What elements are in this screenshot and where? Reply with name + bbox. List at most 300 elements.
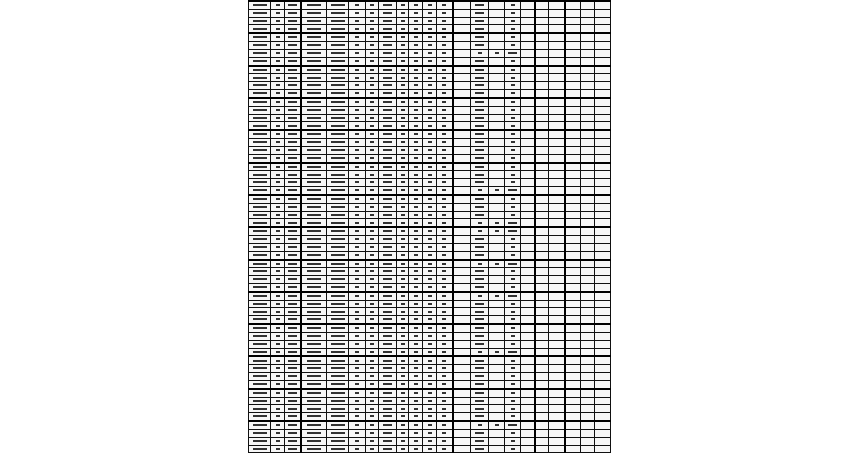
table-cell <box>423 203 437 211</box>
table-cell <box>409 130 423 138</box>
cell-text <box>383 12 392 14</box>
table-row <box>249 276 611 284</box>
cell-text <box>414 415 418 417</box>
cell-text <box>331 295 345 297</box>
table-cell <box>595 405 611 413</box>
table-cell <box>565 25 581 33</box>
cell-text <box>253 238 267 240</box>
cell-text <box>428 189 432 191</box>
cell-text <box>331 238 345 240</box>
table-cell <box>327 405 349 413</box>
cell-text <box>511 286 515 288</box>
table-cell <box>379 74 397 82</box>
table-cell <box>423 292 437 300</box>
table-cell <box>409 260 423 268</box>
table-cell <box>285 236 301 244</box>
table-cell <box>521 57 535 65</box>
table-cell <box>301 122 327 130</box>
table-row <box>249 187 611 195</box>
cell-text <box>288 60 297 62</box>
table-cell <box>549 365 565 373</box>
table-cell <box>379 445 397 453</box>
cell-text <box>276 222 280 224</box>
table-cell <box>595 251 611 259</box>
table-cell <box>521 114 535 122</box>
table-cell <box>249 25 271 33</box>
table-cell <box>535 98 549 106</box>
table-cell <box>271 1 285 9</box>
table-cell <box>366 25 379 33</box>
table-cell <box>453 49 471 57</box>
table-cell <box>423 130 437 138</box>
table-cell <box>327 57 349 65</box>
table-cell <box>249 348 271 356</box>
table-cell <box>285 146 301 154</box>
table-cell <box>327 219 349 227</box>
table-cell <box>505 211 521 219</box>
table-cell <box>379 389 397 397</box>
table-cell <box>505 114 521 122</box>
cell-text <box>253 206 267 208</box>
cell-text <box>442 52 446 54</box>
table-cell <box>301 389 327 397</box>
table-cell <box>409 348 423 356</box>
table-cell <box>595 413 611 421</box>
table-cell <box>505 57 521 65</box>
table-cell <box>521 348 535 356</box>
cell-text <box>355 440 359 442</box>
table-cell <box>581 106 595 114</box>
cell-text <box>331 84 345 86</box>
table-cell <box>366 380 379 388</box>
table-cell <box>409 405 423 413</box>
table-cell <box>489 332 505 340</box>
table-cell <box>349 300 366 308</box>
table-cell <box>285 9 301 17</box>
table-cell <box>505 219 521 227</box>
table-cell <box>595 389 611 397</box>
table-cell <box>349 49 366 57</box>
table-row <box>249 98 611 106</box>
cell-text <box>307 44 321 46</box>
cell-text <box>442 367 446 369</box>
table-cell <box>366 57 379 65</box>
table-cell <box>301 340 327 348</box>
table-row <box>249 1 611 9</box>
table-cell <box>581 122 595 130</box>
table-cell <box>437 276 453 284</box>
cell-text <box>276 295 280 297</box>
table-cell <box>535 57 549 65</box>
table-cell <box>423 421 437 429</box>
cell-text <box>253 92 267 94</box>
cell-text <box>370 60 374 62</box>
table-cell <box>366 365 379 373</box>
table-cell <box>327 276 349 284</box>
cell-text <box>401 149 405 151</box>
table-cell <box>349 114 366 122</box>
cell-text <box>370 69 374 71</box>
cell-text <box>428 367 432 369</box>
table-cell <box>595 195 611 203</box>
cell-text <box>401 36 405 38</box>
table-cell <box>453 429 471 437</box>
cell-text <box>442 408 446 410</box>
cell-text <box>383 440 392 442</box>
table-cell <box>581 429 595 437</box>
table-cell <box>437 74 453 82</box>
cell-text <box>331 189 345 191</box>
table-cell <box>521 445 535 453</box>
cell-text <box>511 448 515 450</box>
cell-text <box>331 311 345 313</box>
table-cell <box>249 98 271 106</box>
table-cell <box>379 324 397 332</box>
table-cell <box>409 292 423 300</box>
table-cell <box>366 82 379 90</box>
table-cell <box>366 227 379 235</box>
cell-text <box>253 44 267 46</box>
table-cell <box>565 324 581 332</box>
cell-text <box>355 77 359 79</box>
table-row <box>249 365 611 373</box>
cell-text <box>383 327 392 329</box>
cell-text <box>511 77 515 79</box>
cell-text <box>253 311 267 313</box>
table-cell <box>453 340 471 348</box>
table-cell <box>453 365 471 373</box>
table-cell <box>285 332 301 340</box>
cell-text <box>276 133 280 135</box>
table-cell <box>549 283 565 291</box>
cell-text <box>307 20 321 22</box>
cell-text <box>414 149 418 151</box>
cell-text <box>370 214 374 216</box>
table-cell <box>489 365 505 373</box>
table-cell <box>409 251 423 259</box>
table-cell <box>349 179 366 187</box>
table-cell <box>249 42 271 50</box>
cell-text <box>307 28 321 30</box>
table-cell <box>379 276 397 284</box>
cell-text <box>495 189 499 191</box>
table-cell <box>535 179 549 187</box>
table-cell <box>471 413 489 421</box>
cell-text <box>478 189 482 191</box>
table-cell <box>581 243 595 251</box>
table-cell <box>595 219 611 227</box>
table-cell <box>471 276 489 284</box>
cell-text <box>370 295 374 297</box>
table-cell <box>271 49 285 57</box>
table-cell <box>581 74 595 82</box>
cell-text <box>511 4 515 6</box>
cell-text <box>253 36 267 38</box>
cell-text <box>370 141 374 143</box>
cell-text <box>288 117 297 119</box>
table-cell <box>423 380 437 388</box>
table-cell <box>437 429 453 437</box>
table-cell <box>327 74 349 82</box>
table-cell <box>397 332 409 340</box>
cell-text <box>355 335 359 337</box>
cell-text <box>331 141 345 143</box>
table-cell <box>379 139 397 147</box>
table-cell <box>423 74 437 82</box>
table-cell <box>301 195 327 203</box>
cell-text <box>511 141 515 143</box>
table-cell <box>535 373 549 381</box>
cell-text <box>276 92 280 94</box>
table-cell <box>349 139 366 147</box>
table-cell <box>471 251 489 259</box>
cell-text <box>370 206 374 208</box>
cell-text <box>414 424 418 426</box>
table-cell <box>301 324 327 332</box>
table-cell <box>437 236 453 244</box>
table-cell <box>271 445 285 453</box>
table-cell <box>285 260 301 268</box>
cell-text <box>383 157 392 159</box>
cell-text <box>442 238 446 240</box>
table-cell <box>349 429 366 437</box>
table-cell <box>505 66 521 74</box>
table-cell <box>453 9 471 17</box>
table-cell <box>471 33 489 41</box>
table-cell <box>535 203 549 211</box>
cell-text <box>253 4 267 6</box>
cell-text <box>401 375 405 377</box>
table-cell <box>327 211 349 219</box>
table-cell <box>595 340 611 348</box>
table-cell <box>437 33 453 41</box>
table-cell <box>409 9 423 17</box>
cell-text <box>475 254 484 256</box>
cell-text <box>414 335 418 337</box>
cell-text <box>355 12 359 14</box>
table-cell <box>505 389 521 397</box>
cell-text <box>276 141 280 143</box>
cell-text <box>288 343 297 345</box>
table-cell <box>489 243 505 251</box>
cell-text <box>401 360 405 362</box>
table-cell <box>489 82 505 90</box>
table-cell <box>301 260 327 268</box>
table-cell <box>565 397 581 405</box>
table-cell <box>349 373 366 381</box>
table-cell <box>249 380 271 388</box>
table-cell <box>535 251 549 259</box>
cell-text <box>428 125 432 127</box>
table-cell <box>349 90 366 98</box>
table-cell <box>249 413 271 421</box>
table-cell <box>521 130 535 138</box>
table-row <box>249 389 611 397</box>
cell-text <box>475 117 484 119</box>
cell-text <box>276 263 280 265</box>
table-cell <box>565 292 581 300</box>
table-row <box>249 9 611 17</box>
table-cell <box>505 179 521 187</box>
table-cell <box>397 82 409 90</box>
cell-text <box>355 92 359 94</box>
table-cell <box>453 98 471 106</box>
table-cell <box>471 405 489 413</box>
table-cell <box>249 179 271 187</box>
cell-text <box>414 117 418 119</box>
cell-text <box>511 117 515 119</box>
table-cell <box>249 316 271 324</box>
cell-text <box>276 174 280 176</box>
cell-text <box>355 295 359 297</box>
cell-text <box>414 408 418 410</box>
table-cell <box>366 49 379 57</box>
table-row <box>249 437 611 445</box>
cell-text <box>331 303 345 305</box>
cell-text <box>370 198 374 200</box>
table-cell <box>366 42 379 50</box>
table-cell <box>301 146 327 154</box>
cell-text <box>370 166 374 168</box>
table-cell <box>453 203 471 211</box>
table-cell <box>349 98 366 106</box>
cell-text <box>355 400 359 402</box>
table-cell <box>249 33 271 41</box>
table-cell <box>366 66 379 74</box>
table-cell <box>249 130 271 138</box>
table-cell <box>285 413 301 421</box>
cell-text <box>414 101 418 103</box>
table-cell <box>453 373 471 381</box>
table-cell <box>301 154 327 162</box>
cell-text <box>428 440 432 442</box>
table-cell <box>437 195 453 203</box>
table-cell <box>489 195 505 203</box>
table-cell <box>489 139 505 147</box>
cell-text <box>253 343 267 345</box>
table-cell <box>595 227 611 235</box>
table-cell <box>521 82 535 90</box>
table-cell <box>379 268 397 276</box>
cell-text <box>331 149 345 151</box>
table-cell <box>595 445 611 453</box>
table-cell <box>565 130 581 138</box>
table-cell <box>471 348 489 356</box>
cell-text <box>276 286 280 288</box>
cell-text <box>253 101 267 103</box>
cell-text <box>414 351 418 353</box>
table-cell <box>489 413 505 421</box>
cell-text <box>331 206 345 208</box>
table-cell <box>423 146 437 154</box>
table-cell <box>379 179 397 187</box>
cell-text <box>401 408 405 410</box>
cell-text <box>355 318 359 320</box>
table-cell <box>521 332 535 340</box>
cell-text <box>307 351 321 353</box>
cell-text <box>401 109 405 111</box>
table-cell <box>489 1 505 9</box>
table-cell <box>521 163 535 171</box>
cell-text <box>414 4 418 6</box>
table-cell <box>535 324 549 332</box>
table-cell <box>437 114 453 122</box>
table-cell <box>595 236 611 244</box>
table-cell <box>397 260 409 268</box>
table-cell <box>327 283 349 291</box>
table-cell <box>397 139 409 147</box>
cell-text <box>276 392 280 394</box>
cell-text <box>475 440 484 442</box>
cell-text <box>442 327 446 329</box>
table-cell <box>271 195 285 203</box>
cell-text <box>253 174 267 176</box>
cell-text <box>370 84 374 86</box>
cell-text <box>428 327 432 329</box>
table-cell <box>549 98 565 106</box>
table-cell <box>409 340 423 348</box>
cell-text <box>331 20 345 22</box>
table-cell <box>453 389 471 397</box>
table-cell <box>285 25 301 33</box>
table-cell <box>249 90 271 98</box>
table-cell <box>489 268 505 276</box>
cell-text <box>288 189 297 191</box>
table-row <box>249 340 611 348</box>
cell-text <box>383 125 392 127</box>
cell-text <box>288 109 297 111</box>
cell-text <box>428 343 432 345</box>
table-cell <box>397 413 409 421</box>
table-cell <box>549 421 565 429</box>
cell-text <box>288 166 297 168</box>
cell-text <box>428 206 432 208</box>
cell-text <box>288 263 297 265</box>
table-cell <box>521 1 535 9</box>
table-cell <box>565 445 581 453</box>
table-cell <box>301 429 327 437</box>
table-cell <box>301 1 327 9</box>
cell-text <box>355 84 359 86</box>
table-cell <box>366 9 379 17</box>
table-cell <box>595 154 611 162</box>
cell-text <box>401 117 405 119</box>
cell-text <box>414 36 418 38</box>
cell-text <box>355 101 359 103</box>
cell-text <box>307 318 321 320</box>
table-cell <box>549 1 565 9</box>
table-cell <box>349 163 366 171</box>
table-cell <box>549 413 565 421</box>
table-cell <box>301 413 327 421</box>
table-cell <box>437 82 453 90</box>
table-cell <box>565 316 581 324</box>
table-cell <box>471 98 489 106</box>
table-cell <box>453 332 471 340</box>
table-cell <box>471 421 489 429</box>
cell-text <box>442 440 446 442</box>
cell-text <box>511 440 515 442</box>
table-cell <box>471 260 489 268</box>
cell-text <box>428 415 432 417</box>
cell-text <box>370 174 374 176</box>
table-cell <box>581 373 595 381</box>
cell-text <box>331 367 345 369</box>
table-cell <box>271 227 285 235</box>
table-cell <box>349 324 366 332</box>
table-cell <box>489 421 505 429</box>
cell-text <box>442 214 446 216</box>
